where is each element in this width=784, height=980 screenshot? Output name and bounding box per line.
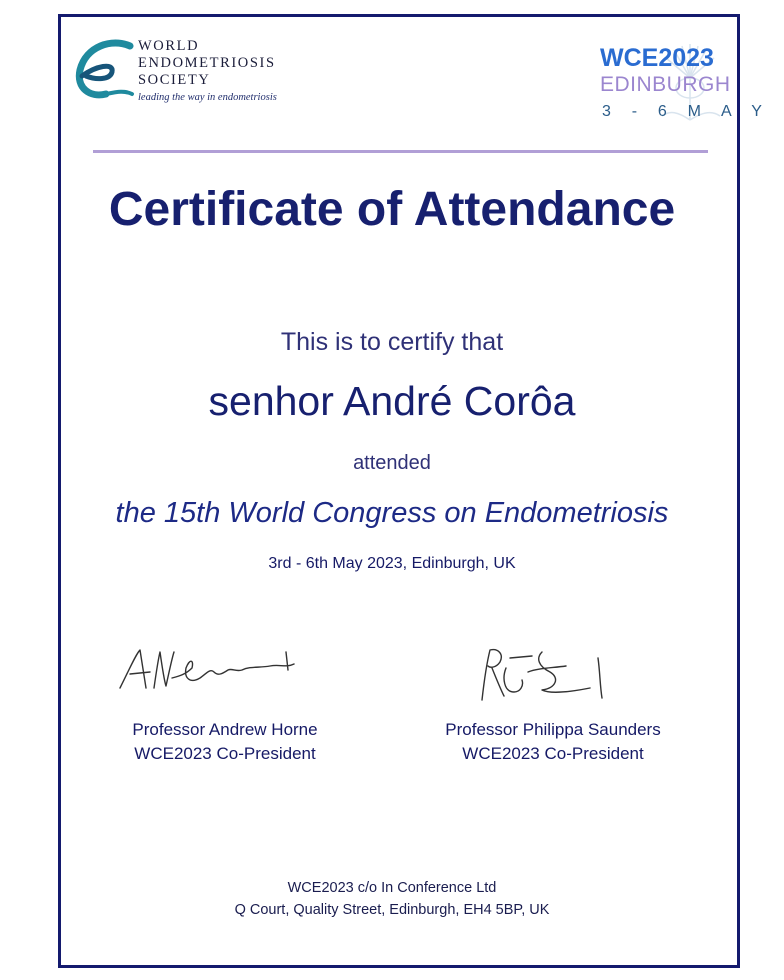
signatory-name: Professor Philippa Saunders <box>445 720 661 739</box>
certificate-title: Certificate of Attendance <box>108 183 676 236</box>
event-name: the 15th World Congress on Endometriosis <box>115 497 669 529</box>
society-tagline: leading the way in endometriosis <box>138 92 277 103</box>
signatory-role: WCE2023 Co-President <box>134 744 316 763</box>
signature-andrew-horne <box>110 638 310 700</box>
header-divider <box>93 150 708 153</box>
attended-text: attended <box>353 452 431 474</box>
society-name <box>138 38 276 89</box>
signatory-philippa-saunders <box>428 718 678 766</box>
footer-line: Q Court, Quality Street, Edinburgh, EH4 5BP, UK <box>234 902 550 918</box>
signatory-name: Professor Andrew Horne <box>132 720 318 739</box>
certificate-border <box>58 14 740 968</box>
certify-text: This is to certify that <box>280 328 504 356</box>
signatory-role: WCE2023 Co-President <box>462 744 644 763</box>
society-name-line: WORLD <box>138 38 200 54</box>
wes-e-logo-icon <box>72 36 136 108</box>
society-name-line: SOCIETY <box>138 72 211 88</box>
signatory-andrew-horne <box>110 718 340 766</box>
footer-line: WCE2023 c/o In Conference Ltd <box>287 880 497 896</box>
attendee-name: senhor André Corôa <box>208 378 576 424</box>
world-endometriosis-society-logo <box>72 36 312 108</box>
wce-city: EDINBURGH <box>600 73 731 96</box>
wce-dates: 3 - 6 M A Y <box>602 103 771 120</box>
footer-address <box>0 877 784 921</box>
signature-philippa-saunders <box>470 638 640 708</box>
event-dates: 3rd - 6th May 2023, Edinburgh, UK <box>268 555 516 572</box>
wce2023-logo <box>590 40 771 126</box>
wce-title: WCE2023 <box>600 44 714 72</box>
society-name-line: ENDOMETRIOSIS <box>138 55 276 71</box>
